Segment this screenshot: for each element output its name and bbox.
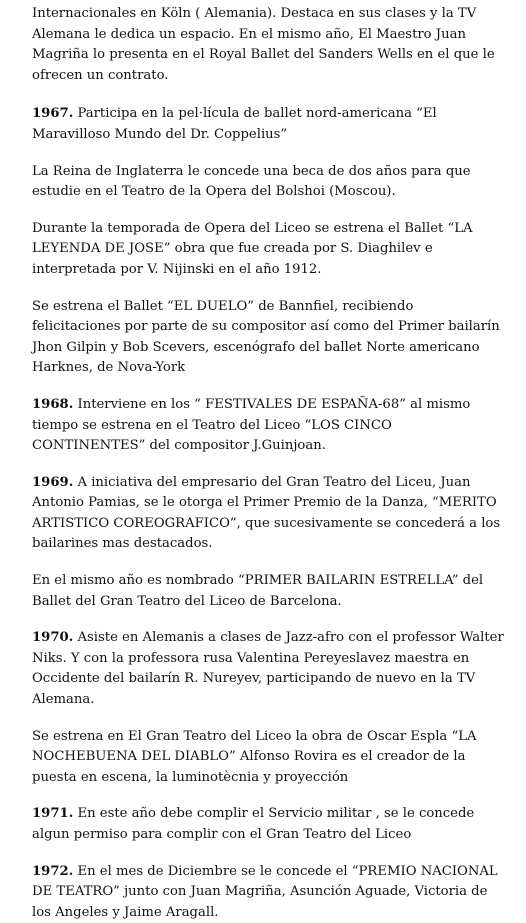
paragraph-koln xyxy=(32,4,506,86)
paragraph-leyenda-de-jose xyxy=(32,219,506,281)
paragraph-text: En el mismo año es nombrado “PRIMER BAILARIN ESTRELLA” del Ballet del Gran Teatro del Liceo de Barcelona. xyxy=(32,573,484,609)
paragraph-text: La Reina de Inglaterra le concede una beca de dos años para que estudie en el Teatro de la Opera del Bolshoi (Moscou). xyxy=(32,163,471,200)
paragraph-text: Durante la temporada de Opera del Liceo se estrena el Ballet “LA LEYENDA DE JOSE” obra que fue creada por S. Diaghilev e interpretada por V. Nijinski en el año 1912. xyxy=(32,220,473,277)
paragraph-nochebuena xyxy=(32,727,506,789)
paragraph-primer-bailarin xyxy=(32,571,506,612)
paragraph-1967 xyxy=(32,104,506,145)
paragraph-1970 xyxy=(32,628,506,710)
paragraph-text: Participa en la pel·lícula de ballet nord-americana “El Maravilloso Mundo del Dr. Coppelius” xyxy=(32,106,437,142)
paragraph-text: A iniciativa del empresario del Gran Teatro del Liceu, Juan Antonio Pamias, se le otorga el Primer Premio de la Danza, “MERITO ARTISTICO COREOGRAFICO”, que sucesivamente se concederá a los bailarines mas destacados. xyxy=(32,474,501,552)
year-label: 1967. xyxy=(32,106,74,122)
year-label: 1968. xyxy=(32,396,74,412)
paragraph-text: En el mes de Diciembre se le concede el “PREMIO NACIONAL DE TEATRO” junto con Juan Magriña, Asunción Aguade, Victoria de los Angeles y Jaime Aragall. xyxy=(32,863,498,920)
paragraph-el-duelo xyxy=(32,297,506,379)
paragraph-1968 xyxy=(32,395,506,457)
paragraph-1971 xyxy=(32,804,506,845)
paragraph-text: En este año debe complir el Servicio militar , se le concede algun permiso para complir con el Gran Teatro del Liceo xyxy=(32,806,475,842)
paragraph-text: Se estrena el Ballet “EL DUELO” de Bannfiel, recibiendo felicitaciones por parte de su compositor así como del Primer bailarín Jhon Gilpin y Bob Scevers, escenógrafo del ballet Norte americano Harknes, de Nova-York xyxy=(32,298,500,376)
paragraph-1972 xyxy=(32,862,506,923)
year-label: 1972. xyxy=(32,863,74,879)
paragraph-text: Interviene en los “ FESTIVALES DE ESPAÑA-68” al mismo tiempo se estrena en el Teatro del Liceo “LOS CINCO CONTINENTES” del compositor J.Guinjoan. xyxy=(32,396,471,454)
paragraph-text: Se estrena en El Gran Teatro del Liceo la obra de Oscar Espla “LA NOCHEBUENA DEL DIABLO” Alfonso Rovira es el creador de la puesta en escena, la luminotècnia y proyección xyxy=(32,728,477,785)
paragraph-text: Asiste en Alemanis a clases de Jazz-afro con el professor Walter Niks. Y con la professora rusa Valentina Pereyeslavez maestra en Occidente del bailarín R. Nureyev, participando de nuevo en la TV Alemana. xyxy=(32,630,504,708)
paragraph-1969 xyxy=(32,473,506,555)
year-label: 1971. xyxy=(32,806,74,822)
paragraph-beca xyxy=(32,162,506,203)
year-label: 1970. xyxy=(32,630,74,646)
year-label: 1969. xyxy=(32,474,74,490)
paragraph-text: Internacionales en Köln ( Alemania). Destaca en sus clases y la TV Alemana le dedica un espacio. En el mismo año, El Maestro Juan Magriña lo presenta en el Royal Ballet del Sanders Wells en el que le ofrecen un contrato. xyxy=(32,6,495,83)
